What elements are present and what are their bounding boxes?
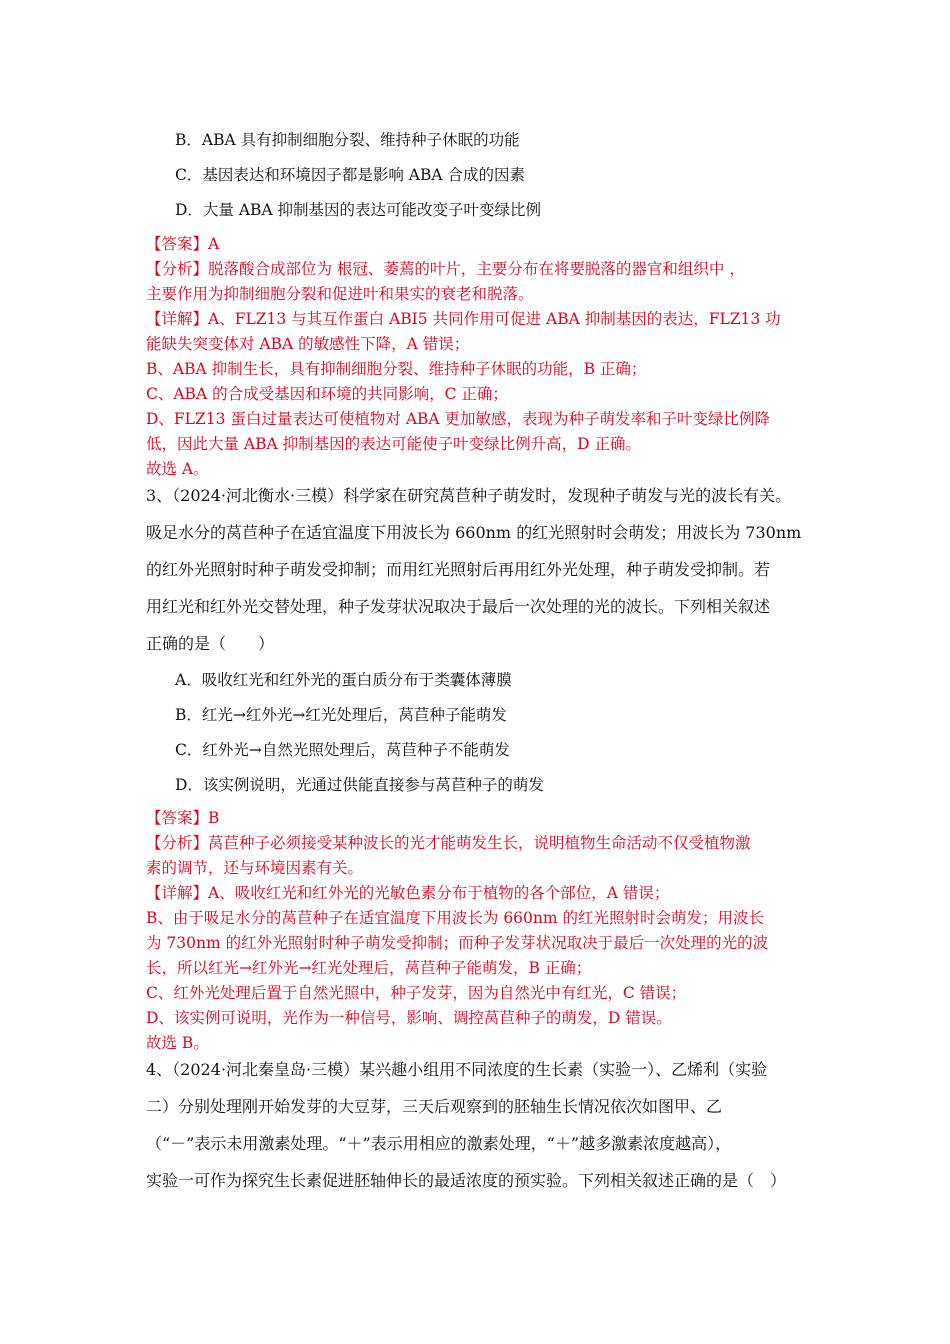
q2-solution — [146, 232, 810, 482]
q2-conclusion: 故选 A。 — [146, 460, 209, 478]
q3-solution — [146, 806, 810, 1056]
q2-detail-line: 能缺失突变体对 ABA 的敏感性下降，A 错误； — [146, 335, 470, 353]
q2-answer: 【答案】A — [146, 235, 220, 253]
q2-detail-line: 【详解】A、FLZ13 与其互作蛋白 ABI5 共同作用可促进 ABA 抑制基因的表达，FLZ13 功 — [146, 310, 781, 328]
q4-stem-line: 二）分别处理刚开始发芽的大豆芽，三天后观察到的胚轴生长情况依次如图甲、乙 — [146, 1097, 723, 1116]
q3-detail-line: C、红外光处理后置于自然光照中，种子发芽，因为自然光中有红光，C 错误； — [146, 984, 687, 1002]
q4-stem — [146, 1051, 810, 1199]
q2-detail-line: C、ABA 的合成受基因和环境的共同影响，C 正确； — [146, 385, 508, 403]
q3-stem — [146, 477, 810, 662]
q3-option-c: C．红外光→自然光照处理后，莴苣种子不能萌发 — [175, 741, 510, 759]
q3-stem-line: 吸足水分的莴苣种子在适宜温度下用波长为 660nm 的红光照射时会萌发；用波长为 730nm — [146, 523, 802, 542]
q2-detail-line: D、FLZ13 蛋白过量表达可使植物对 ABA 更加敏感，表现为种子萌发率和子叶变绿比例降 — [146, 410, 771, 428]
q3-analysis-line: 【分析】莴苣种子必须接受某种波长的光才能萌发生长，说明植物生命活动不仅受植物激 — [146, 834, 751, 852]
q3-analysis-line: 素的调节，还与环境因素有关。 — [146, 859, 364, 877]
q4-stem-line: 4、（2024·河北秦皇岛·三模）某兴趣小组用不同浓度的生长素（实验一）、乙烯利（实验 — [146, 1060, 768, 1079]
q3-stem-line: 的红外光照射时种子萌发受抑制；而用红光照射后再用红外光处理，种子萌发受抑制。若 — [146, 560, 771, 579]
q3-option-b: B．红光→红外光→红光处理后，莴苣种子能萌发 — [175, 706, 507, 724]
q3-detail-line: B、由于吸足水分的莴苣种子在适宜温度下用波长为 660nm 的红光照射时会萌发；用波长 — [146, 909, 765, 927]
q3-stem-line: 正确的是（ ） — [146, 634, 275, 653]
q3-stem-line: 用红光和红外光交替处理，种子发芽状况取决于最后一次处理的光的波长。下列相关叙述 — [146, 597, 771, 616]
q4-stem-line: （“－”表示未用激素处理。“＋”表示用相应的激素处理，“＋”越多激素浓度越高）， — [146, 1134, 732, 1153]
q3-detail-line: 长，所以红光→红外光→红光处理后，莴苣种子能萌发，B 正确； — [146, 959, 592, 977]
q3-option-a: A．吸收红光和红外光的蛋白质分布于类囊体薄膜 — [175, 671, 512, 689]
q3-conclusion: 故选 B。 — [146, 1034, 209, 1052]
q3-detail-line: 【详解】A、吸收红光和红外光的光敏色素分布于植物的各个部位，A 错误； — [146, 884, 670, 902]
q2-detail-line: 低，因此大量 ABA 抑制基因的表达可能使子叶变绿比例升高，D 正确。 — [146, 435, 641, 453]
q3-stem-line: 3、（2024·河北衡水·三模）科学家在研究莴苣种子萌发时，发现种子萌发与光的波长有关。 — [146, 486, 792, 505]
q3-option-d: D．该实例说明，光通过供能直接参与莴苣种子的萌发 — [175, 776, 544, 794]
q3-detail-line: 为 730nm 的红外光照射时种子萌发受抑制；而种子发芽状况取决于最后一次处理的光的波 — [146, 934, 769, 952]
q3-detail-line: D、该实例可说明，光作为一种信号，影响、调控莴苣种子的萌发，D 错误。 — [146, 1009, 672, 1027]
q2-option-d: D．大量 ABA 抑制基因的表达可能改变子叶变绿比例 — [175, 201, 542, 219]
q2-option-b: B．ABA 具有抑制细胞分裂、维持种子休眠的功能 — [175, 131, 520, 149]
q2-detail-line: B、ABA 抑制生长，具有抑制细胞分裂、维持种子休眠的功能，B 正确； — [146, 360, 647, 378]
q2-option-c: C．基因表达和环境因子都是影响 ABA 合成的因素 — [175, 166, 525, 184]
q4-stem-line: 实验一可作为探究生长素促进胚轴伸长的最适浓度的预实验。下列相关叙述正确的是（ ） — [146, 1171, 787, 1190]
q2-analysis-line: 【分析】脱落酸合成部位为 根冠、萎蔫的叶片，主要分布在将要脱落的器官和组织中 ， — [146, 260, 745, 278]
q2-analysis-line: 主要作用为抑制细胞分裂和促进叶和果实的衰老和脱落。 — [146, 285, 534, 303]
q3-answer: 【答案】B — [146, 809, 220, 827]
